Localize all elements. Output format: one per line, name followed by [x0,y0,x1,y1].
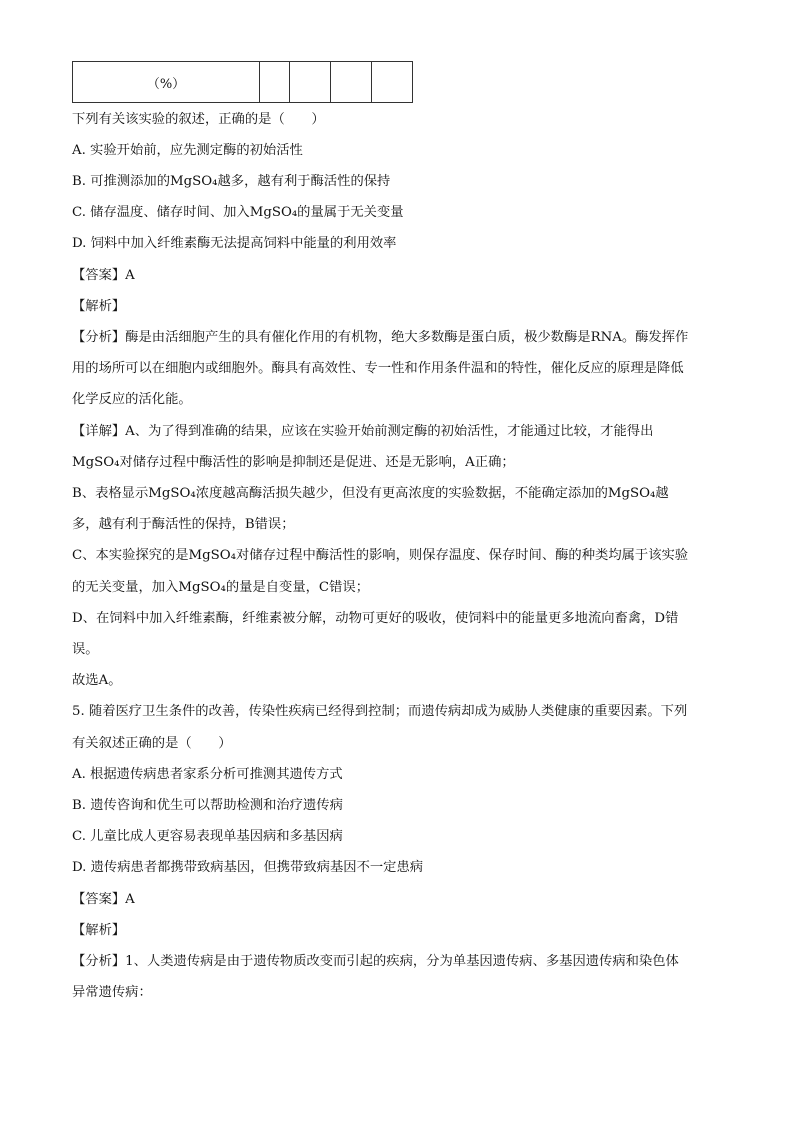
option-b: B. 可推测添加的MgSO₄越多，越有利于酶活性的保持 [72,174,391,189]
table-row [73,62,413,103]
analysis-title: 【解析】 [72,923,126,938]
table-cell [331,62,372,103]
option-a: A. 根据遗传病患者家系分析可推测其遗传方式 [72,767,343,782]
analysis-line: 【分析】酶是由活细胞产生的具有催化作用的有机物，绝大多数酶是蛋白质，极少数酶是RNA。酶发挥作 [72,330,689,345]
table-cell [372,62,413,103]
detail-line: D、在饲料中加入纤维素酶，纤维素被分解，动物可更好的吸收，使饲料中的能量更多地流向畜禽，D错 [72,611,679,626]
table-cell [260,62,290,103]
option-c: C. 储存温度、储存时间、加入MgSO₄的量属于无关变量 [72,205,404,220]
answer-label: 【答案】A [72,892,135,907]
detail-line: C、本实验探究的是MgSO₄对储存过程中酶活性的影响，则保存温度、保存时间、酶的种类均属于该实验 [72,548,689,563]
detail-line: 误。 [72,642,99,657]
table-cell-unit: （%） [73,62,260,103]
detail-line: 故选A。 [72,673,122,688]
analysis-line: 【分析】1、人类遗传病是由于遗传物质改变而引起的疾病，分为单基因遗传病、多基因遗传病和染色体 [72,954,679,969]
analysis-line: 异常遗传病： [72,985,152,1000]
data-table-fragment [72,61,413,103]
detail-line: 【详解】A、为了得到准确的结果，应该在实验开始前测定酶的初始活性，才能通过比较，才能得出 [72,424,654,439]
option-d: D. 饲料中加入纤维素酶无法提高饲料中能量的利用效率 [72,236,397,251]
detail-line: 的无关变量，加入MgSO₄的量是自变量，C错误； [72,580,369,595]
analysis-line: 用的场所可以在细胞内或细胞外。酶具有高效性、专一性和作用条件温和的特性，催化反应的原理是降低 [72,361,684,376]
detail-line: B、表格显示MgSO₄浓度越高酶活损失越少，但没有更高浓度的实验数据，不能确定添加的MgSO₄越 [72,486,669,501]
option-d: D. 遗传病患者都携带致病基因，但携带致病基因不一定患病 [72,860,424,875]
detail-line: MgSO₄对储存过程中酶活性的影响是抑制还是促进、还是无影响，A正确； [72,455,515,470]
option-c: C. 儿童比成人更容易表现单基因病和多基因病 [72,829,343,844]
option-a: A. 实验开始前，应先测定酶的初始活性 [72,143,303,158]
table-cell [290,62,331,103]
option-b: B. 遗传咨询和优生可以帮助检测和治疗遗传病 [72,798,343,813]
answer-label: 【答案】A [72,268,135,283]
detail-line: 多，越有利于酶活性的保持，B错误； [72,517,295,532]
question-stem: 有关叙述正确的是（ ） [72,736,232,751]
question-stem: 下列有关该实验的叙述，正确的是（ ） [72,112,325,127]
analysis-title: 【解析】 [72,299,126,314]
question-stem: 5. 随着医疗卫生条件的改善，传染性疾病已经得到控制；而遗传病却成为威胁人类健康的重要因素。下列 [72,704,688,719]
analysis-line: 化学反应的活化能。 [72,392,192,407]
